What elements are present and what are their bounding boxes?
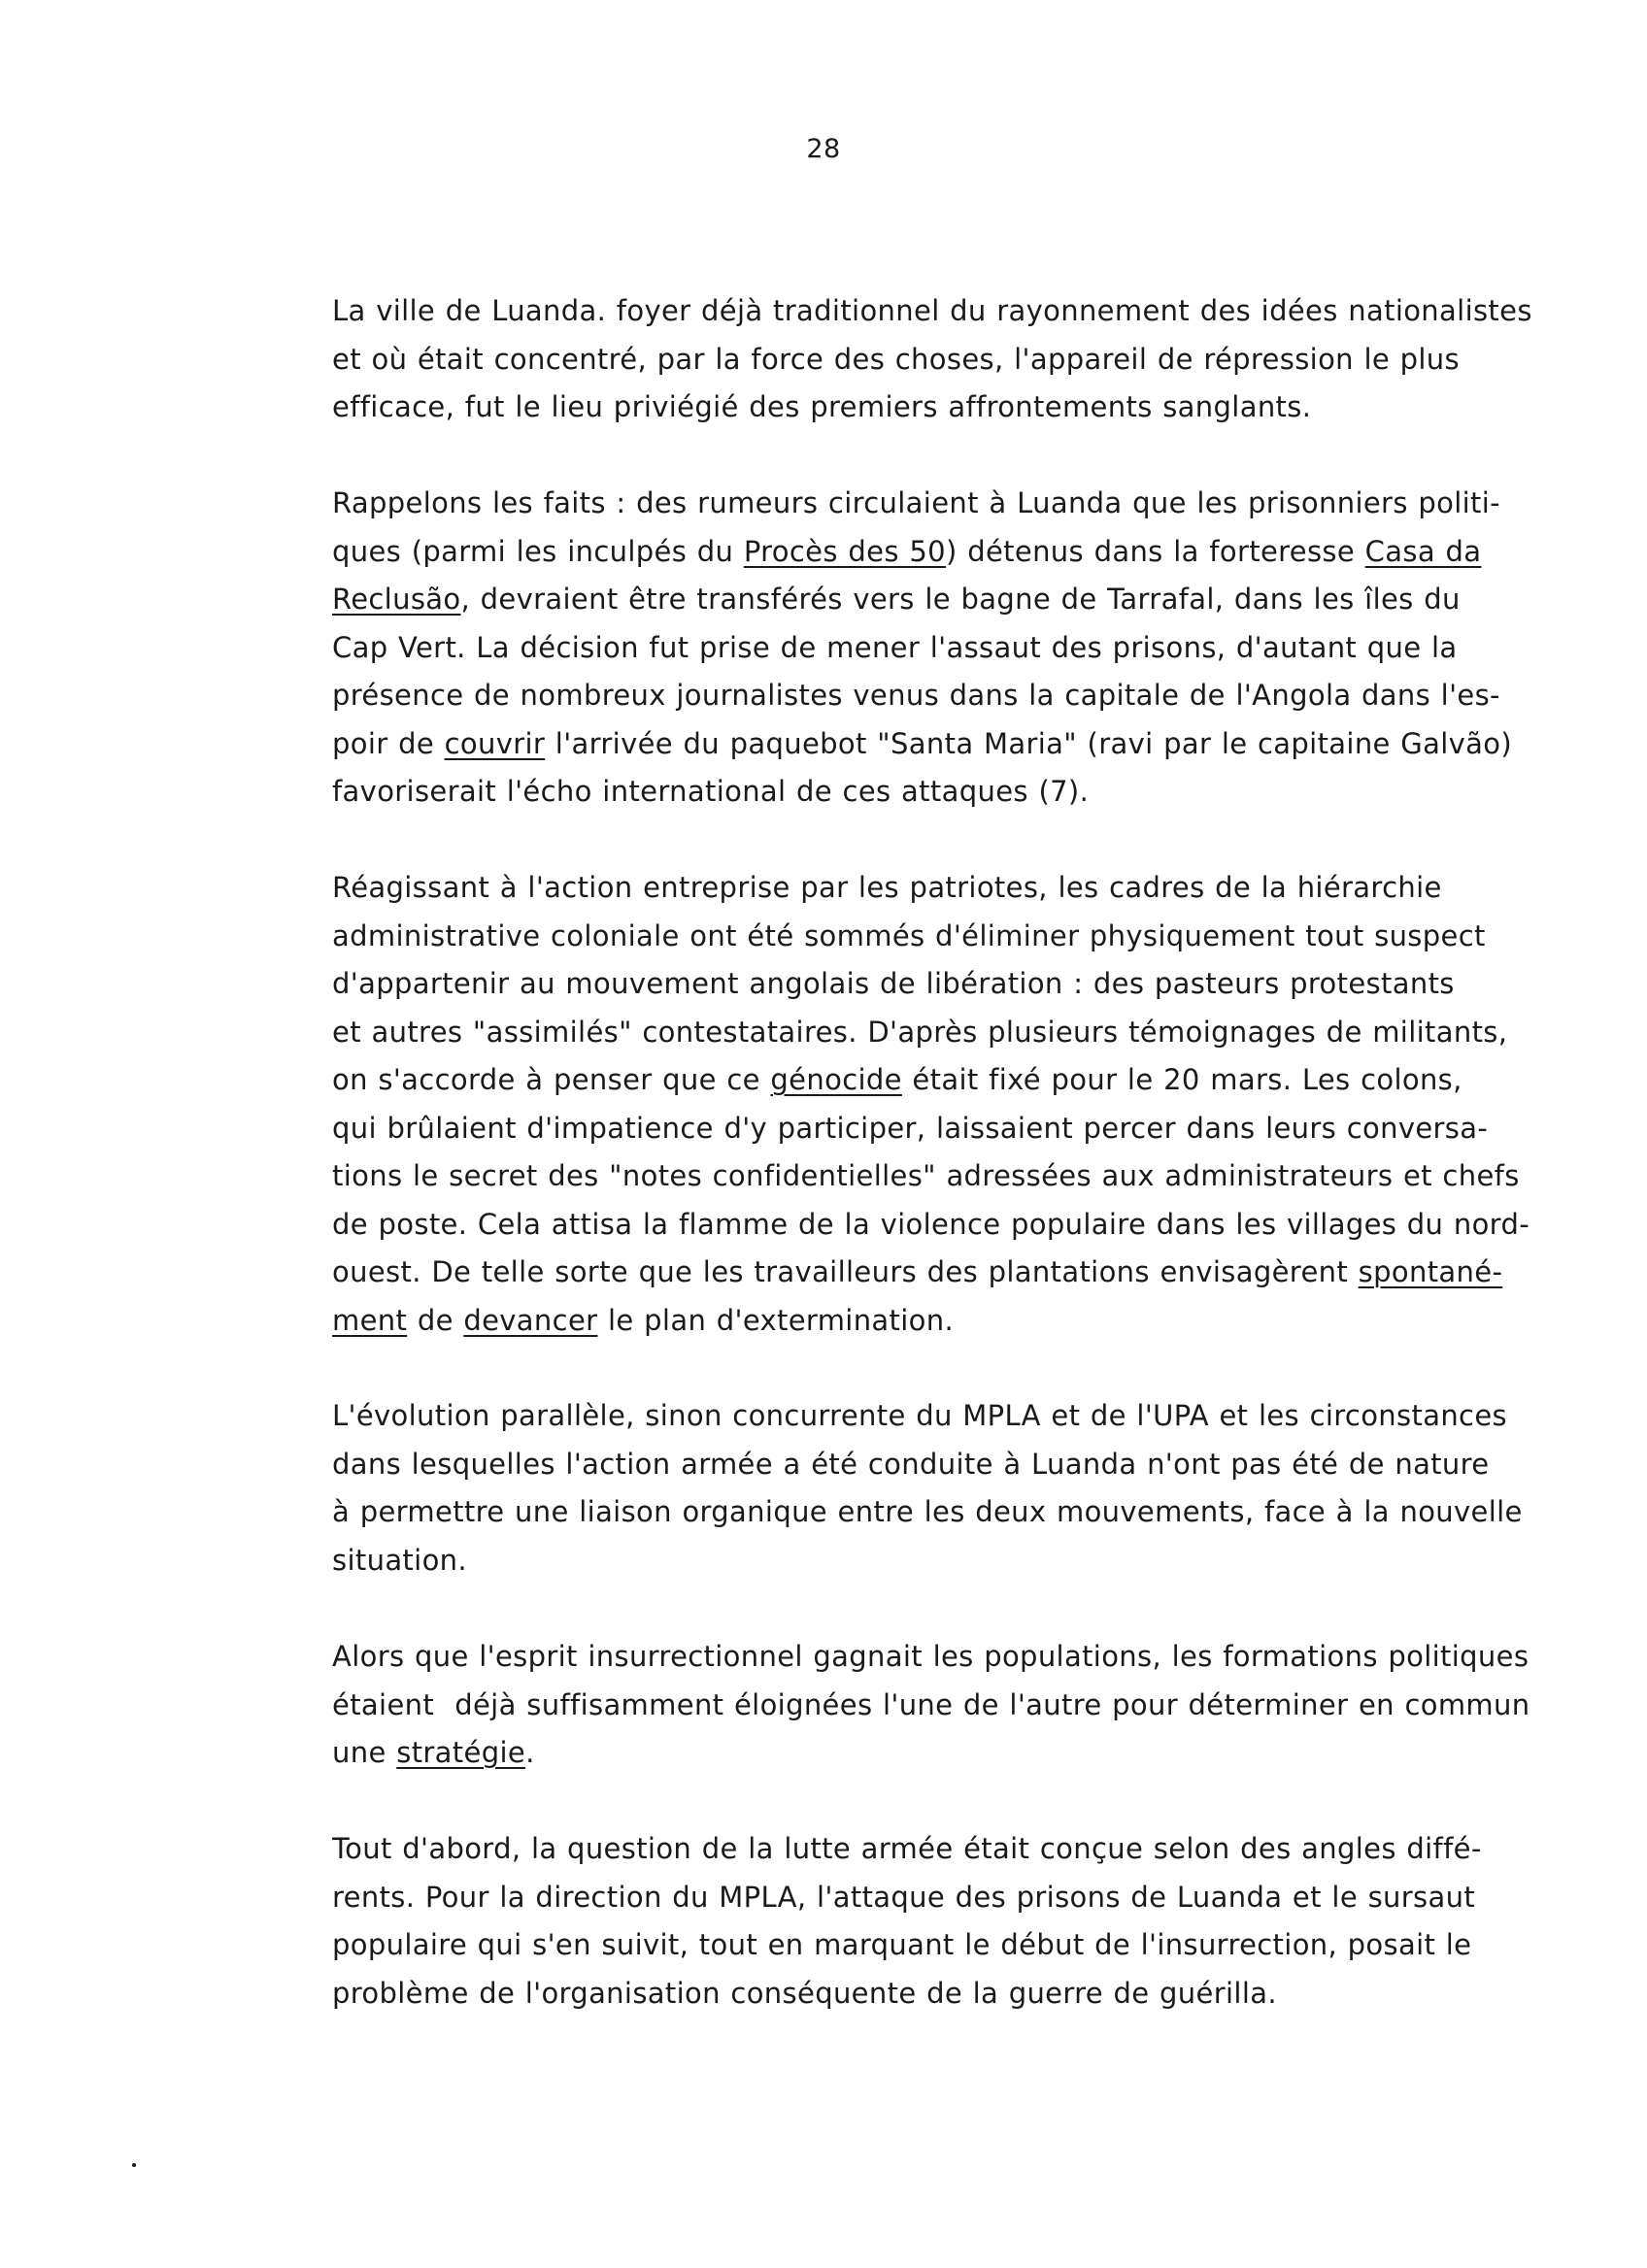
text-segment: l'arrivée du paquebot "Santa Maria" (ravi par le capitaine Galvão)	[545, 726, 1513, 760]
text-line	[332, 1152, 1585, 1201]
text-segment: problème de l'organisation conséquente de la guerre de guérilla.	[332, 1976, 1277, 2010]
text-line	[332, 720, 1585, 769]
text-segment: , devraient être transférés vers le bagne de Tarrafal, dans les îles du	[460, 583, 1461, 616]
text-line	[332, 1297, 1585, 1346]
text-segment: Tout d'abord, la question de la lutte armée était conçue selon des angles diffé-	[332, 1832, 1482, 1865]
text-segment: de poste. Cela attisa la flamme de la violence populaire dans les villages du nord-	[332, 1207, 1530, 1241]
text-line	[332, 1056, 1585, 1105]
text-segment: Alors que l'esprit insurrectionnel gagnait les populations, les formations politiques	[332, 1640, 1529, 1673]
text-segment: qui brûlaient d'impatience d'y participer, laissaient percer dans leurs conversa-	[332, 1111, 1489, 1145]
text-segment: à permettre une liaison organique entre les deux mouvements, face à la nouvelle	[332, 1495, 1523, 1528]
text-segment: .	[525, 1736, 535, 1769]
underlined-text: spontané-	[1358, 1255, 1503, 1288]
text-segment: étaient déjà suffisamment éloignées l'une de l'autre pour déterminer en commun	[332, 1687, 1530, 1721]
text-segment: situation.	[332, 1543, 467, 1577]
text-segment: poir de	[332, 726, 445, 760]
text-segment: et où était concentré, par la force des choses, l'appareil de répression le plus	[332, 342, 1460, 376]
paragraph	[332, 1392, 1585, 1584]
text-line	[332, 624, 1585, 673]
text-line	[332, 1249, 1585, 1297]
text-line	[332, 1729, 1585, 1778]
page-number: 28	[806, 134, 841, 164]
underlined-text: couvrir	[444, 726, 546, 760]
text-segment: administrative coloniale ont été sommés d'éliminer physiquement tout suspect	[332, 918, 1486, 952]
text-line	[332, 1633, 1585, 1682]
paragraph	[332, 480, 1585, 817]
text-segment: favoriserait l'écho international de ces attaques (7).	[332, 775, 1090, 808]
text-segment: tions le secret des "notes confidentielles" adressées aux administrateurs et chefs	[332, 1159, 1520, 1192]
text-line	[332, 528, 1585, 577]
text-line	[332, 1201, 1585, 1250]
text-line	[332, 1921, 1585, 1970]
text-line	[332, 1441, 1585, 1489]
text-segment: était fixé pour le 20 mars. Les colons,	[901, 1063, 1462, 1096]
paragraph	[332, 287, 1585, 432]
text-segment: Réagissant à l'action entreprise par les patriotes, les cadres de la hiérarchie	[332, 871, 1442, 904]
text-line	[332, 1488, 1585, 1537]
text-segment: ques (parmi les inculpés du	[332, 534, 744, 568]
underlined-text: génocide	[770, 1063, 902, 1096]
text-line	[332, 864, 1585, 913]
text-segment: ) détenus dans la forteresse	[945, 534, 1365, 568]
text-line	[332, 1970, 1585, 2018]
text-segment: de	[407, 1303, 464, 1337]
text-line	[332, 960, 1585, 1009]
text-segment: on s'accorde à penser que ce	[332, 1063, 771, 1096]
text-segment: d'appartenir au mouvement angolais de libération : des pasteurs protestants	[332, 967, 1455, 1000]
underlined-text: stratégie	[396, 1736, 526, 1769]
text-line	[332, 384, 1585, 432]
underlined-text: ment	[332, 1303, 408, 1337]
text-line	[332, 768, 1585, 817]
text-line	[332, 1105, 1585, 1153]
stray-mark	[132, 2163, 136, 2167]
text-segment: une	[332, 1736, 397, 1769]
paragraph	[332, 1633, 1585, 1778]
text-segment: et autres "assimilés" contestataires. D'après plusieurs témoignages de militants,	[332, 1015, 1508, 1049]
underlined-text: Procès des 50	[743, 534, 946, 568]
underlined-text: devancer	[463, 1303, 598, 1337]
text-line	[332, 913, 1585, 961]
text-line	[332, 480, 1585, 528]
text-line	[332, 672, 1585, 720]
text-segment: efficace, fut le lieu priviégié des premiers affrontements sanglants.	[332, 390, 1312, 423]
text-line	[332, 1009, 1585, 1057]
text-line	[332, 576, 1585, 624]
text-segment: L'évolution parallèle, sinon concurrente du MPLA et de l'UPA et les circonstances	[332, 1399, 1507, 1432]
text-line	[332, 1825, 1585, 1874]
underlined-text: Casa da	[1364, 534, 1482, 568]
text-segment: présence de nombreux journalistes venus dans la capitale de l'Angola dans l'es-	[332, 679, 1500, 712]
text-line	[332, 1537, 1585, 1585]
text-line	[332, 1392, 1585, 1441]
text-line	[332, 336, 1585, 384]
text-line	[332, 1682, 1585, 1730]
text-line	[332, 1874, 1585, 1922]
paragraph	[332, 1825, 1585, 2018]
text-segment: ouest. De telle sorte que les travailleurs des plantations envisagèrent	[332, 1255, 1359, 1288]
text-segment: rents. Pour la direction du MPLA, l'attaque des prisons de Luanda et le sursaut	[332, 1880, 1476, 1914]
text-segment: dans lesquelles l'action armée a été conduite à Luanda n'ont pas été de nature	[332, 1447, 1490, 1481]
text-segment: Cap Vert. La décision fut prise de mener l'assaut des prisons, d'autant que la	[332, 630, 1458, 664]
text-segment: le plan d'extermination.	[597, 1303, 955, 1337]
text-line	[332, 287, 1585, 336]
text-segment: populaire qui s'en suivit, tout en marquant le début de l'insurrection, posait le	[332, 1928, 1472, 1961]
text-segment: La ville de Luanda. foyer déjà traditionnel du rayonnement des idées nationalistes	[332, 294, 1532, 327]
text-segment: Rappelons les faits : des rumeurs circulaient à Luanda que les prisonniers politi-	[332, 486, 1500, 519]
paragraph	[332, 864, 1585, 1345]
underlined-text: Reclusão	[332, 583, 461, 616]
